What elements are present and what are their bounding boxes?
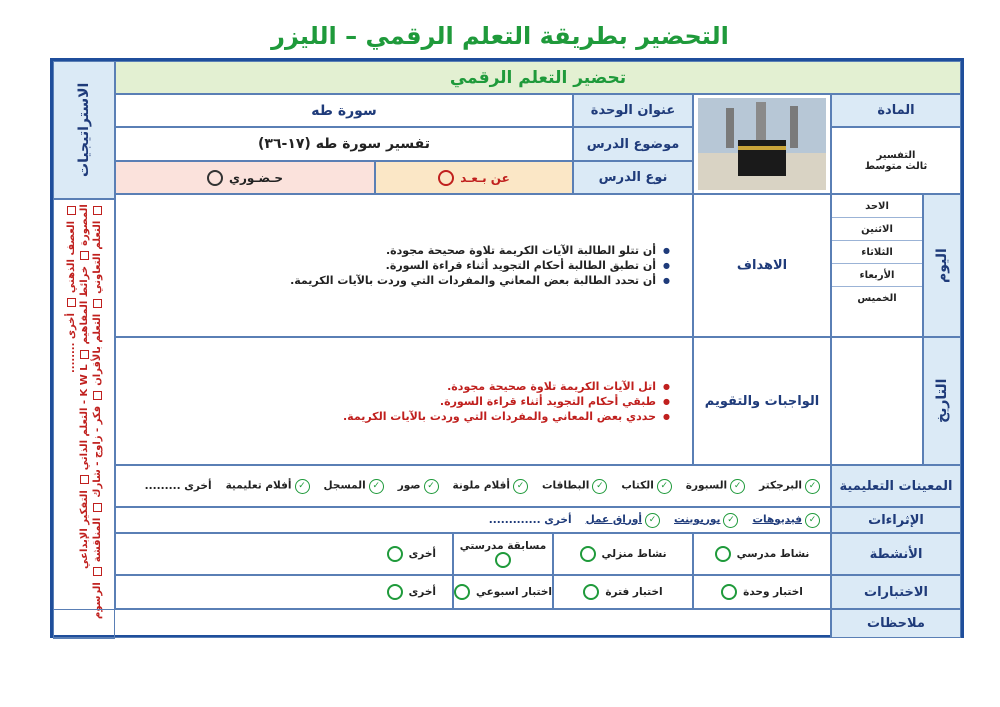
aids-label: المعينات التعليمية bbox=[831, 465, 961, 507]
lesson-type-label: نوع الدرس bbox=[573, 161, 693, 194]
aid-option[interactable]: ✓الكتاب bbox=[621, 479, 671, 494]
strategies-panel bbox=[53, 199, 115, 639]
day-tue[interactable]: الثلاثاء bbox=[832, 241, 922, 264]
check-icon: ✓ bbox=[513, 479, 528, 494]
activities-label: الأنشطة bbox=[831, 533, 961, 575]
notes-value[interactable] bbox=[53, 609, 831, 638]
day-wed[interactable]: الأربعاء bbox=[832, 264, 922, 287]
test-weekly[interactable]: اختبار اسبوعي bbox=[453, 575, 553, 609]
check-icon: ✓ bbox=[295, 479, 310, 494]
aid-option[interactable]: ✓البطاقات bbox=[542, 479, 607, 494]
days-list bbox=[831, 194, 923, 337]
homework-content bbox=[115, 337, 693, 465]
homework-item: ● حددي بعض المعاني والمفردات التي وردت بالآيات الكريمة. bbox=[343, 409, 668, 424]
objective-item: ● أن تتلو الطالبة الآيات الكريمة تلاوة صحيحة مجودة. bbox=[290, 243, 668, 258]
day-thu[interactable]: الخميس bbox=[857, 292, 897, 304]
day-sun[interactable]: الاحد bbox=[832, 195, 922, 218]
test-other[interactable]: أخرى bbox=[115, 575, 453, 609]
check-icon: ✓ bbox=[369, 479, 384, 494]
lesson-label: موضوع الدرس bbox=[573, 127, 693, 161]
lesson-value: تفسير سورة طه (١٧-٣٦) bbox=[115, 127, 573, 161]
strategies-col-3: العصف الذهني أخرى ........ bbox=[65, 204, 78, 639]
lesson-type-in-person[interactable]: حـضـوري bbox=[115, 161, 375, 194]
aid-option[interactable]: ✓أقلام ملونة bbox=[453, 479, 528, 494]
notes-label: ملاحظات bbox=[831, 609, 961, 638]
strategies-label: الاستراتيجيات bbox=[53, 61, 115, 199]
date-label: التاريخ bbox=[923, 337, 961, 465]
test-term[interactable]: اختبار فترة bbox=[553, 575, 693, 609]
homework-item: ● طبقي أحكام التجويد أثناء قراءة السورة. bbox=[343, 394, 668, 409]
check-icon: ✓ bbox=[805, 513, 820, 528]
objective-item: ● أن تحدد الطالبة بعض المعاني والمفردات التي وردت بالآيات الكريمة. bbox=[290, 273, 668, 288]
enrichment-other[interactable]: أخرى ............. bbox=[488, 514, 572, 526]
objectives-label: الاهداف bbox=[693, 194, 831, 337]
aid-option[interactable]: ✓السبورة bbox=[686, 479, 745, 494]
homework-item: ● اتل الآيات الكريمة تلاوة صحيحة مجودة. bbox=[343, 379, 668, 394]
objectives-content bbox=[115, 194, 693, 337]
check-icon: ✓ bbox=[657, 479, 672, 494]
aid-option[interactable]: ✓صور bbox=[398, 479, 439, 494]
strategies-col-2: المصورة خرائط المفاهيم K W L - التعلم الذاتي التفكير الإبداعي bbox=[78, 204, 90, 569]
lesson-type-remote[interactable]: عن بـعـد bbox=[375, 161, 573, 194]
subject-label: المادة bbox=[831, 94, 961, 127]
homework-label: الواجبات والتقويم bbox=[693, 337, 831, 465]
page-title: التحضير بطريقة التعلم الرقمي – الليزر bbox=[271, 22, 729, 50]
enrichment-option[interactable]: ✓فيديوهات bbox=[752, 513, 820, 528]
day-label: اليوم bbox=[923, 194, 961, 337]
enrichment-label: الإثراءات bbox=[831, 507, 961, 533]
aid-other[interactable]: أخرى ......... bbox=[144, 480, 212, 492]
enrichment-option[interactable]: ✓أوراق عمل bbox=[586, 513, 660, 528]
activity-home[interactable]: نشاط منزلي bbox=[553, 533, 693, 575]
unit-value: سورة طه bbox=[115, 94, 573, 127]
subject-value: التفسير ثالث متوسط bbox=[831, 127, 961, 194]
kaaba-image bbox=[693, 94, 831, 194]
aid-option[interactable]: ✓المسجل bbox=[324, 479, 384, 494]
check-icon: ✓ bbox=[424, 479, 439, 494]
strategies-col-1: التعلم التعاوني التعلم بالأقران فكر - زاوج - شارك المناقشة الرسوم bbox=[91, 204, 104, 639]
aid-option[interactable]: ✓أفلام تعليمية bbox=[226, 479, 310, 494]
check-icon: ✓ bbox=[645, 513, 660, 528]
check-icon: ✓ bbox=[723, 513, 738, 528]
check-icon: ✓ bbox=[730, 479, 745, 494]
unit-label: عنوان الوحدة bbox=[573, 94, 693, 127]
tests-label: الاختبارات bbox=[831, 575, 961, 609]
digital-learning-header: تحضير التعلم الرقمي bbox=[115, 61, 961, 94]
activity-school[interactable]: نشاط مدرسي bbox=[693, 533, 831, 575]
enrichment-options bbox=[115, 507, 831, 533]
lesson-plan-table bbox=[50, 58, 964, 638]
check-icon: ✓ bbox=[592, 479, 607, 494]
objective-item: ● أن تطبق الطالبة أحكام التجويد أثناء قراءة السورة. bbox=[290, 258, 668, 273]
date-value[interactable] bbox=[831, 337, 923, 465]
aids-options bbox=[115, 465, 831, 507]
day-mon[interactable]: الاثنين bbox=[832, 218, 922, 241]
aid-option[interactable]: ✓البرجكتر bbox=[759, 479, 820, 494]
check-icon: ✓ bbox=[805, 479, 820, 494]
test-unit[interactable]: اختبار وحدة bbox=[693, 575, 831, 609]
activity-competition[interactable]: مسابقة مدرستي bbox=[453, 533, 553, 575]
activity-other[interactable]: أخرى bbox=[115, 533, 453, 575]
enrichment-option[interactable]: ✓بوربوينت bbox=[674, 513, 738, 528]
